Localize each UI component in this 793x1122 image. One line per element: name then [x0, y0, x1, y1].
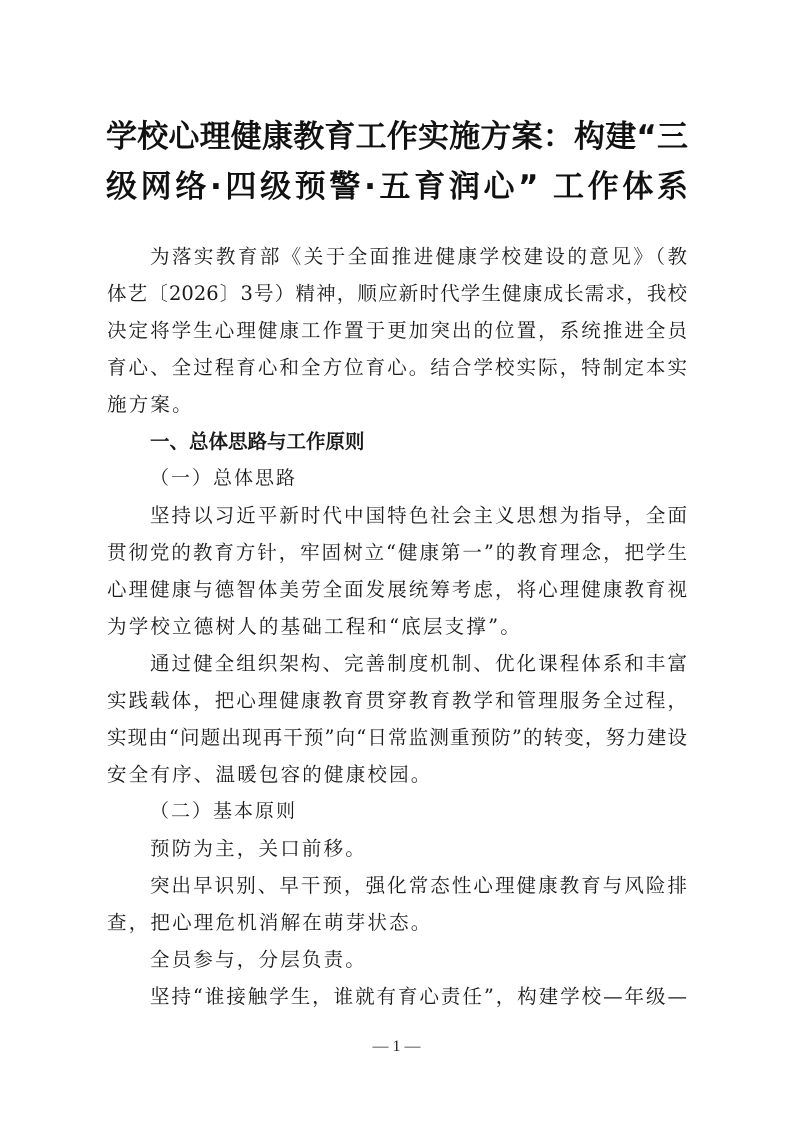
- section-heading-1: 一、总体思路与工作原则: [150, 430, 365, 453]
- intro-line-3: 决定将学生心理健康工作置于更加突出的位置，系统推进全员: [107, 319, 687, 342]
- para2-line-3: 实现由“问题出现再干预”向“日常监测重预防”的转变，努力建设: [107, 726, 687, 749]
- subsection-heading-2: （二）基本原则: [150, 800, 298, 822]
- intro-line-4: 育心、全过程育心和全方位育心。结合学校实际，特制定本实: [107, 356, 687, 379]
- principle2-line-1: 坚持“谁接触学生，谁就有育心责任”，构建学校—年级—: [150, 985, 687, 1008]
- principle1-line-2: 查，把心理危机消解在萌芽状态。: [107, 911, 433, 934]
- page-number: — 1 —: [372, 1038, 421, 1055]
- document-body: [107, 238, 687, 1015]
- principle1-line-1: 突出早识别、早干预，强化常态性心理健康教育与风险排: [150, 874, 687, 897]
- para2-line-1: 通过健全组织架构、完善制度机制、优化课程体系和丰富: [150, 652, 687, 675]
- title-line-1: 学校心理健康教育工作实施方案：构建“三: [106, 119, 688, 155]
- para1-line-1: 坚持以习近平新时代中国特色社会主义思想为指导，全面: [150, 504, 687, 527]
- intro-line-1: 为落实教育部《关于全面推进健康学校建设的意见》（教: [150, 245, 687, 268]
- intro-line-5: 施方案。: [107, 393, 194, 416]
- para1-line-2: 贯彻党的教育方针，牢固树立“健康第一”的教育理念，把学生: [107, 541, 687, 564]
- para1-line-3: 心理健康与德智体美劳全面发展统筹考虑，将心理健康教育视: [107, 578, 687, 601]
- para2-line-2: 实践载体，把心理健康教育贯穿教育教学和管理服务全过程，: [107, 689, 687, 712]
- document-title: [106, 112, 688, 212]
- para1-line-4: 为学校立德树人的基础工程和“底层支撑”。: [107, 615, 522, 638]
- para2-line-4: 安全有序、温暖包容的健康校园。: [107, 763, 433, 786]
- principle1-title: 预防为主，关口前移。: [150, 837, 368, 860]
- intro-line-2: 体艺〔2026〕3号）精神，顺应新时代学生健康成长需求，我校: [107, 282, 687, 305]
- principle2-title: 全员参与，分层负责。: [150, 948, 368, 971]
- subsection-heading-1: （一）总体思路: [150, 467, 298, 489]
- title-line-2: 级网络·四级预警·五育润心” 工作体系: [106, 169, 688, 205]
